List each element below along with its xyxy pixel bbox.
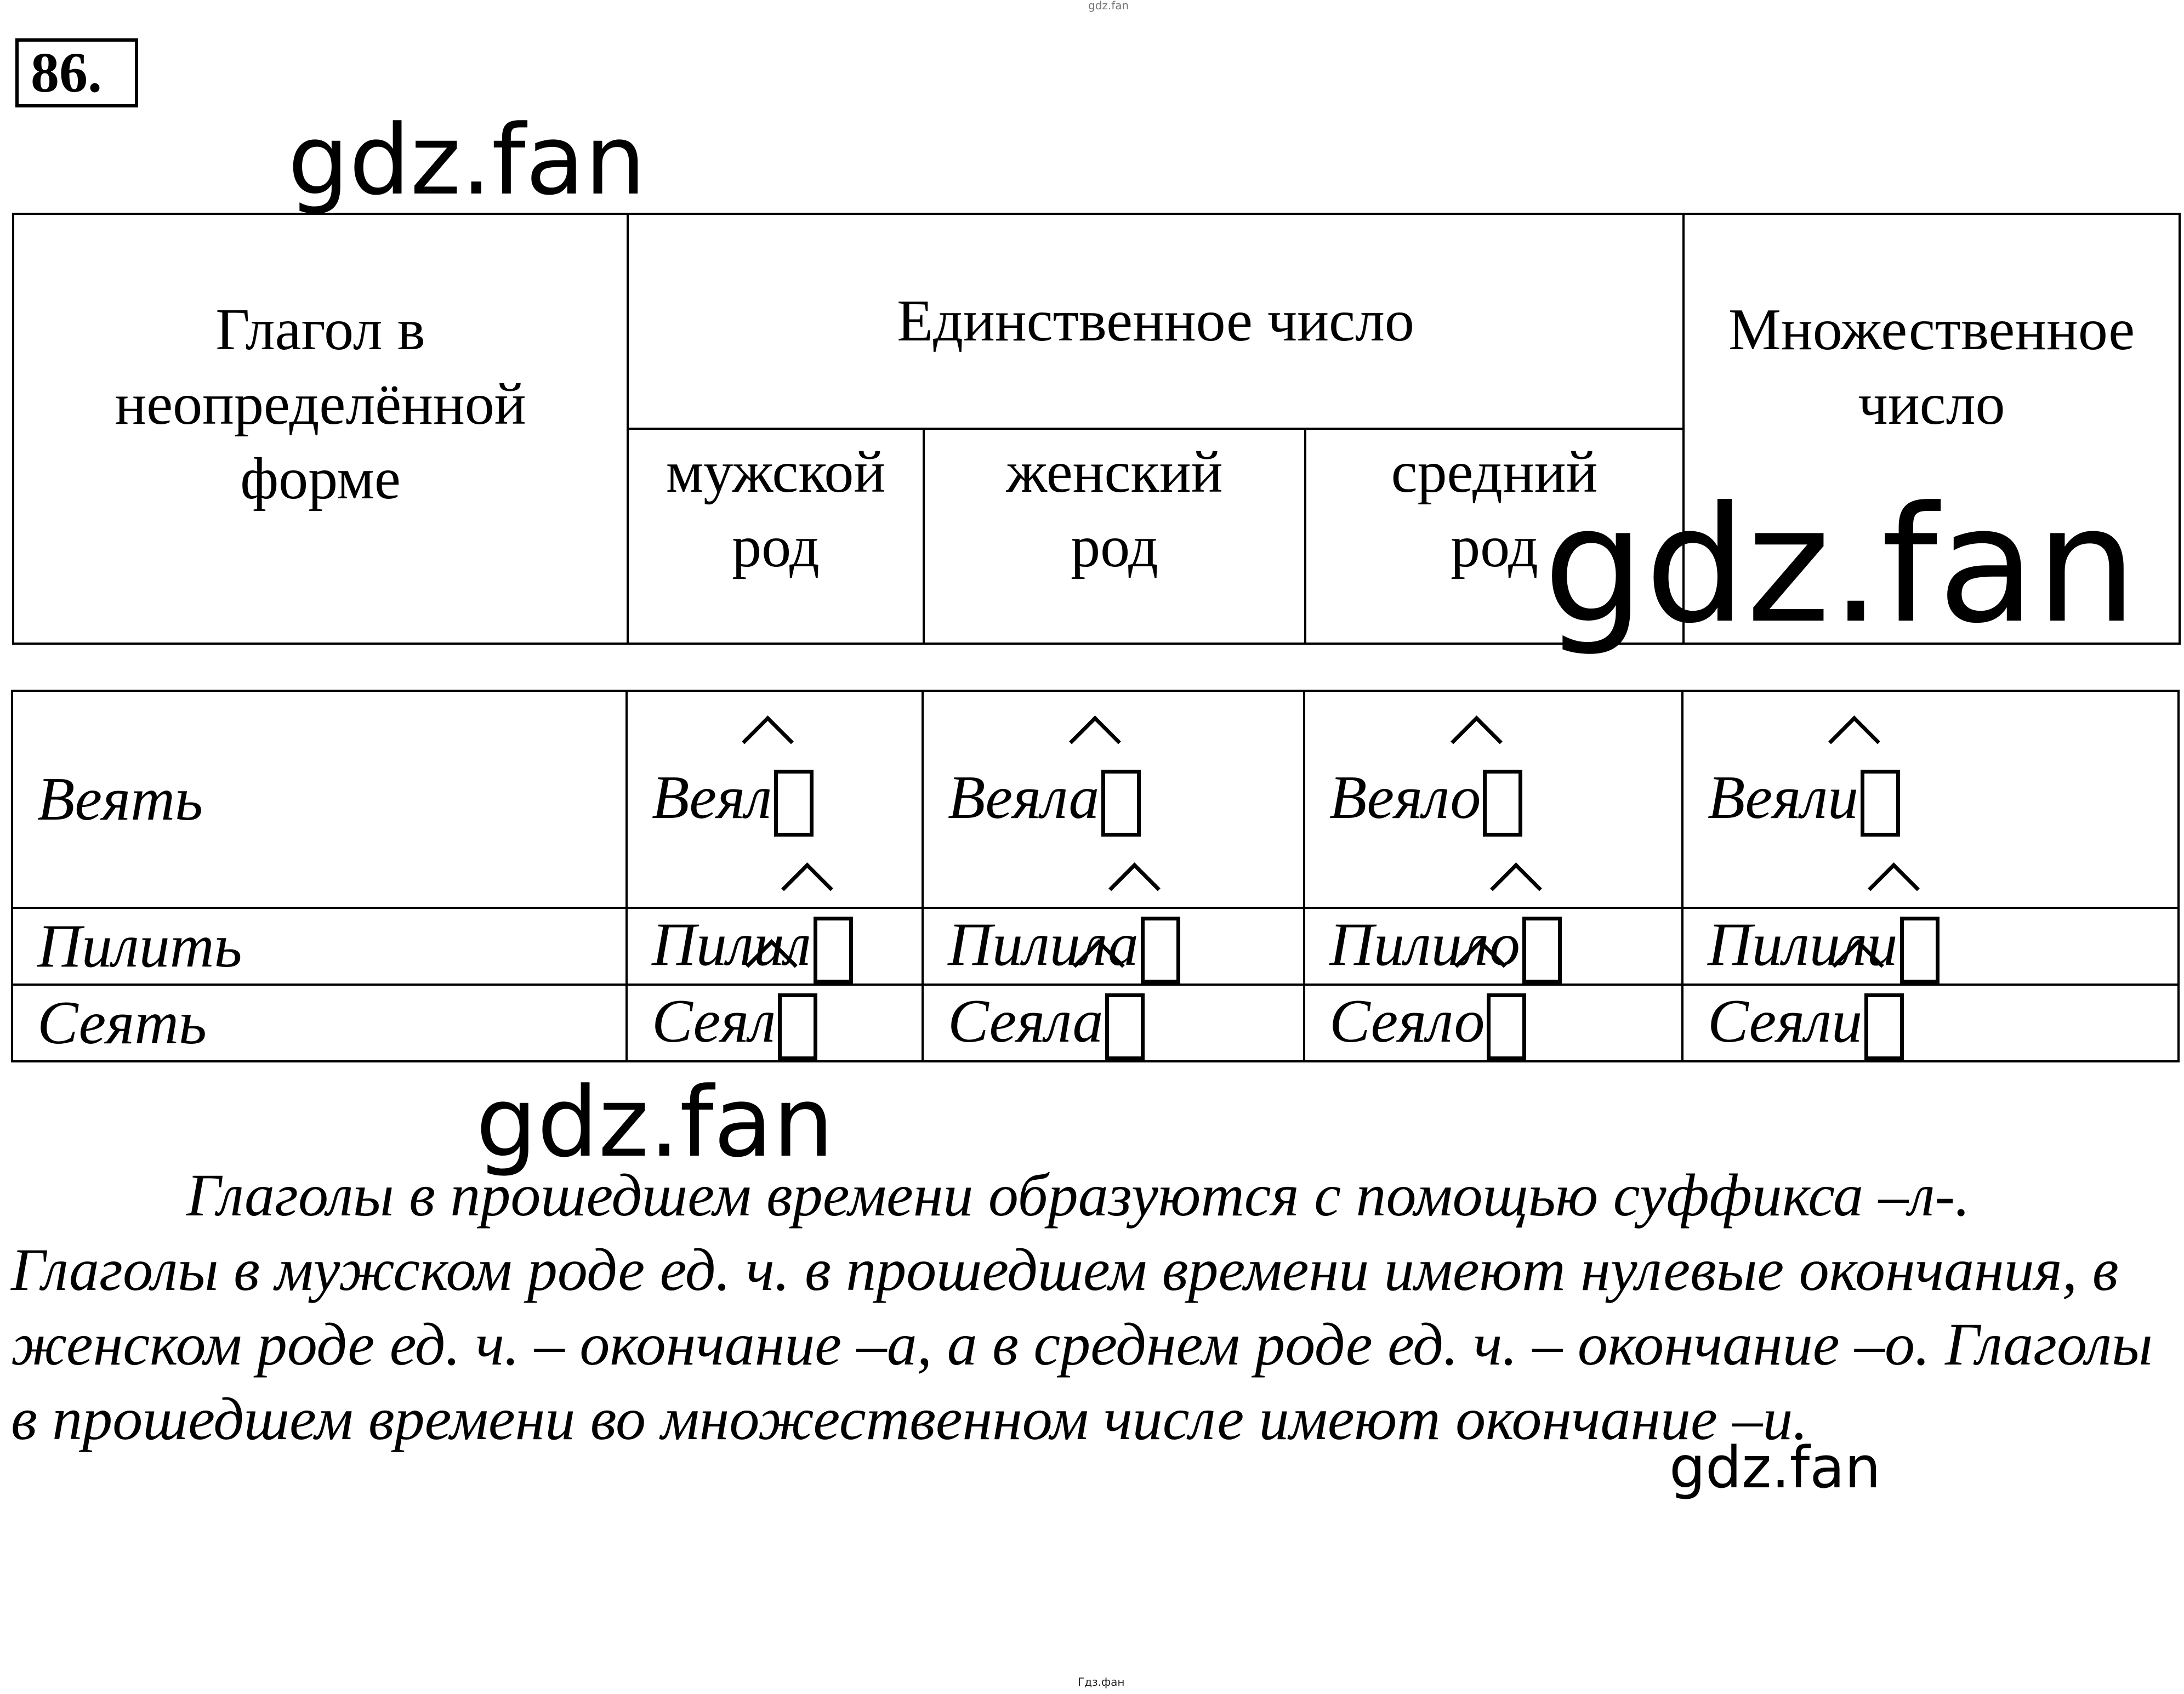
plural-cell: Пилили [1682,908,2179,985]
header-plural: Множественное число [1728,297,2135,437]
header-feminine: женский род [1006,440,1223,579]
ending-mark [1861,770,1900,837]
feminine-cell: Веяла [923,691,1304,908]
ending-mark [1900,917,1940,984]
watermark-4: gdz.fan [1669,1434,1881,1501]
neuter-cell: Веяло [1304,691,1682,908]
masculine-cell: Пилил [627,908,923,985]
header-neuter: средний род [1391,440,1598,579]
verb-table [11,690,2180,1062]
ending-mark [1105,993,1145,1060]
ending-mark [814,917,853,984]
watermark-2: gdz.fan [1543,472,2137,658]
watermark-1: gdz.fan [288,104,646,217]
exercise-number: 86. [15,38,138,107]
neuter-cell: Пилило [1304,908,1682,985]
explanation-text: Глаголы в прошедшем времени образуются с помощью суффикса –л-. Глаголы в мужском роде ед. ч. в прошедшем времени имеют нулевые окончания, в женском роде ед. ч. – окончание –а, а в среднем роде ед. ч. – окончание –о. Глаголы в прошедшем времени во множественном числе имеют окончание –и. [11,1162,2153,1452]
ending-mark [1483,770,1522,837]
ending-mark [1101,770,1141,837]
infinitive-cell: Веять [12,691,627,908]
header-infinitive: Глагол в неопределённой форме [115,297,526,511]
plural-cell: Сеяли [1682,985,2179,1061]
plural-cell: Веяли [1682,691,2179,908]
ending-mark [1522,917,1562,984]
infinitive-cell: Сеять [12,985,627,1061]
watermark-bottom: Гдз.фан [1078,1675,1125,1689]
ending-mark [778,993,817,1060]
infinitive-cell: Пилить [12,908,627,985]
ending-mark [1487,993,1526,1060]
feminine-cell: Сеяла [923,985,1304,1061]
table-row [12,691,2179,908]
feminine-cell: Пилила [923,908,1304,985]
ending-mark [1141,917,1180,984]
watermark-3: gdz.fan [476,1066,834,1179]
neuter-cell: Сеяло [1304,985,1682,1061]
masculine-cell: Веял [627,691,923,908]
ending-mark [1864,993,1904,1060]
ending-mark [774,770,814,837]
table-row [12,985,2179,1061]
masculine-cell: Сеял [627,985,923,1061]
watermark-top: gdz.fan [1088,0,1129,12]
header-masculine: мужской род [666,440,886,579]
header-singular: Единственное число [628,214,1684,429]
